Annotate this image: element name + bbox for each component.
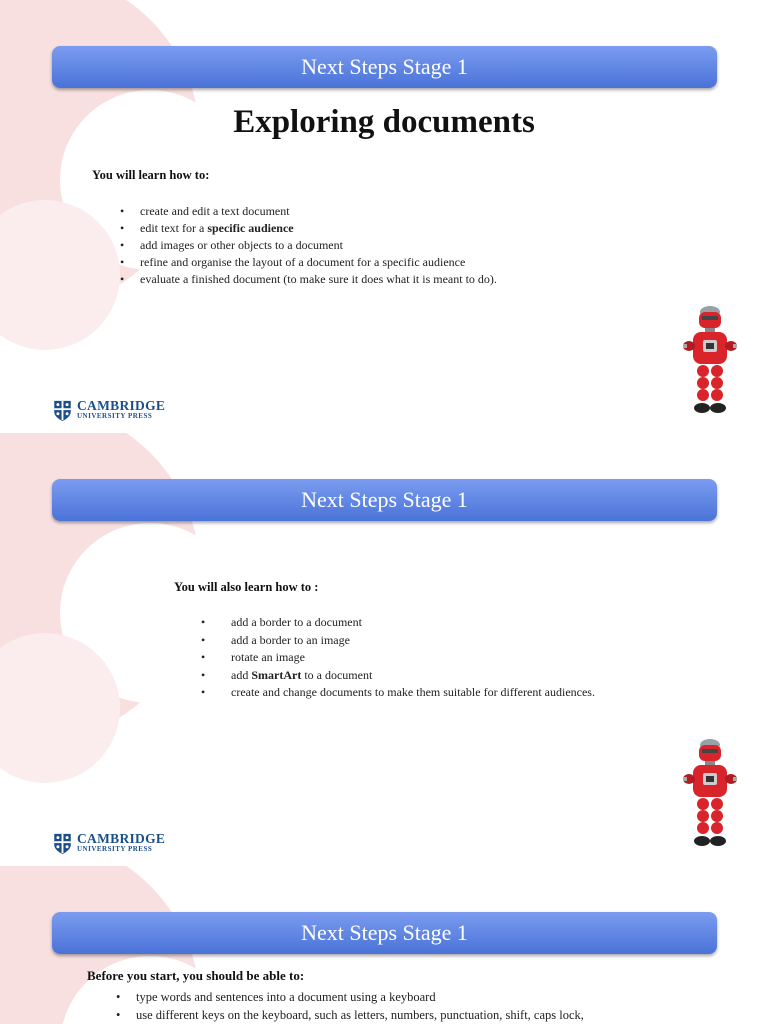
slide-banner: Next Steps Stage 1 xyxy=(52,46,717,88)
bullet-icon: • xyxy=(120,272,125,286)
list-item: • create and edit a text document xyxy=(120,204,290,218)
slide-banner: Next Steps Stage 1 xyxy=(52,479,717,521)
list-item: • rotate an image xyxy=(201,649,631,667)
slide-3 xyxy=(0,866,768,1024)
bullet-icon: • xyxy=(201,615,206,629)
bullet-list xyxy=(120,203,497,288)
cambridge-shield-icon xyxy=(53,400,72,422)
bullet-icon: • xyxy=(201,685,206,699)
bullet-list xyxy=(201,614,631,702)
list-item: • type words and sentences into a document using a keyboard xyxy=(116,990,436,1004)
logo-subtitle: UNIVERSITY PRESS xyxy=(77,412,153,420)
toy-robot-image xyxy=(681,737,739,849)
list-item: • add a border to a document xyxy=(201,614,631,632)
logo-subtitle: UNIVERSITY PRESS xyxy=(77,845,153,853)
slide-banner: Next Steps Stage 1 xyxy=(52,912,717,954)
list-item: • create and change documents to make them suitable for different audiences. xyxy=(201,684,631,702)
bullet-icon: • xyxy=(120,255,125,269)
bullet-icon: • xyxy=(201,667,206,682)
intro-text: Before you start, you should be able to: xyxy=(87,968,305,983)
list-item: • evaluate a finished document (to make sure it does what it is meant to do). xyxy=(120,272,497,286)
logo-title: CAMBRIDGE xyxy=(77,831,166,846)
list-item: • add SmartArt to a document xyxy=(201,667,631,685)
intro-text: You will also learn how to : xyxy=(174,580,319,594)
toy-robot-image xyxy=(681,304,739,416)
list-item: • edit text for a specific audience xyxy=(120,221,294,235)
intro-text: You will learn how to: xyxy=(92,168,210,182)
slide-title: Exploring documents xyxy=(233,104,535,140)
list-item: • use different keys on the keyboard, such as letters, numbers, punctuation, shift, caps lock, xyxy=(116,1008,584,1022)
bullet-icon: • xyxy=(201,632,206,647)
logo-title: CAMBRIDGE xyxy=(77,398,166,413)
bullet-icon: • xyxy=(120,238,125,252)
bullet-icon: • xyxy=(201,650,206,664)
list-item: • add images or other objects to a document xyxy=(120,238,343,252)
list-item: • refine and organise the layout of a document for a specific audience xyxy=(120,255,466,269)
bullet-icon: • xyxy=(116,990,121,1004)
cambridge-logo xyxy=(53,833,165,855)
bullet-icon: • xyxy=(116,1008,121,1022)
list-item: • add a border to an image xyxy=(201,632,631,650)
bullet-icon: • xyxy=(120,204,125,218)
cambridge-logo xyxy=(53,400,165,422)
cambridge-shield-icon xyxy=(53,833,72,855)
slide-2 xyxy=(0,433,768,866)
bullet-icon: • xyxy=(120,221,125,235)
slide-1 xyxy=(0,0,768,433)
bullet-list xyxy=(116,988,716,1024)
